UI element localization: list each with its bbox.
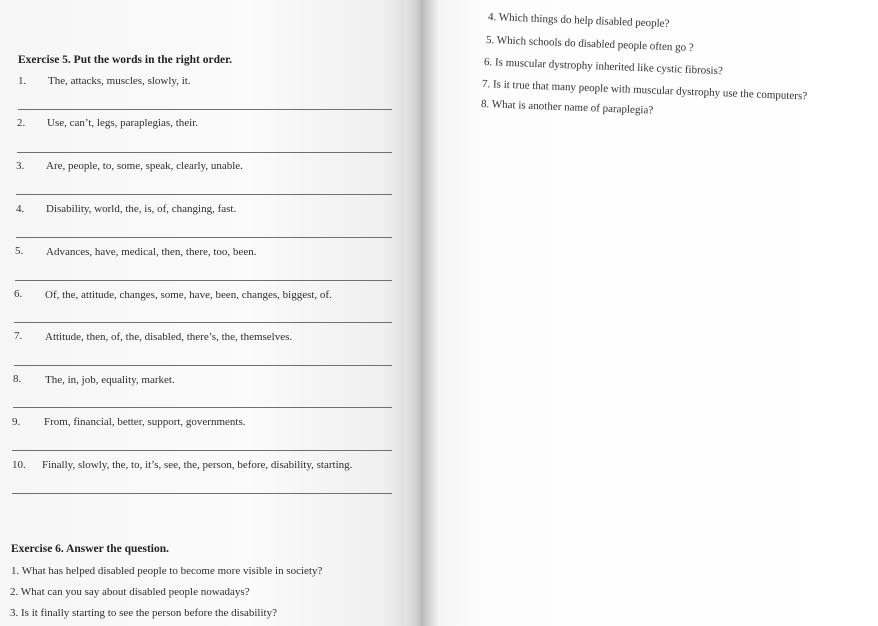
item-number: 3. <box>16 160 25 172</box>
item-words: The, in, job, equality, market. <box>45 374 175 386</box>
question-8: 8. What is another name of paraplegia? <box>480 98 654 117</box>
answer-line <box>16 237 392 238</box>
item-number: 8. <box>13 373 22 385</box>
answer-line <box>13 407 392 408</box>
item-number: 6. <box>14 288 23 300</box>
item-words: Advances, have, medical, then, there, too, been. <box>46 246 257 258</box>
item-words: Use, can’t, legs, paraplegias, their. <box>47 117 198 129</box>
question-4: 4. Which things do help disabled people? <box>487 11 670 30</box>
item-words: Disability, world, the, is, of, changing, fast. <box>46 203 237 215</box>
item-number: 4. <box>16 203 25 215</box>
question-2: 2. What can you say about disabled people nowadays? <box>10 586 250 598</box>
book-gutter <box>405 0 439 626</box>
left-page <box>0 0 415 626</box>
answer-line <box>16 194 392 195</box>
answer-line <box>12 450 392 451</box>
exercise-5-heading: Exercise 5. Put the words in the right order. <box>18 54 233 66</box>
question-6: 6. Is muscular dystrophy inherited like cystic fibrosis? <box>483 56 723 78</box>
item-words: Finally, slowly, the, to, it’s, see, the, person, before, disability, starting. <box>42 459 353 471</box>
item-words: Are, people, to, some, speak, clearly, unable. <box>46 160 243 172</box>
question-5: 5. Which schools do disabled people often go ? <box>485 34 694 54</box>
answer-line <box>12 493 392 494</box>
item-number: 5. <box>15 245 24 257</box>
item-number: 7. <box>14 330 23 342</box>
answer-line <box>14 322 392 323</box>
item-words: Of, the, attitude, changes, some, have, been, changes, biggest, of. <box>45 289 332 301</box>
answer-line <box>18 109 392 110</box>
question-3: 3. Is it finally starting to see the person before the disability? <box>10 607 277 619</box>
question-7: 7. Is it true that many people with muscular dystrophy use the computers? <box>481 78 808 103</box>
answer-line <box>14 365 392 366</box>
item-number: 1. <box>18 75 27 87</box>
item-number: 2. <box>17 117 26 129</box>
item-number: 10. <box>12 459 26 471</box>
question-1: 1. What has helped disabled people to become more visible in society? <box>11 565 323 577</box>
answer-line <box>15 280 392 281</box>
answer-line <box>17 152 392 153</box>
item-words: Attitude, then, of, the, disabled, there’s, the, themselves. <box>45 331 293 343</box>
exercise-6-heading: Exercise 6. Answer the question. <box>11 543 170 555</box>
item-number: 9. <box>12 416 21 428</box>
item-words: The, attacks, muscles, slowly, it. <box>48 75 191 87</box>
item-words: From, financial, better, support, governments. <box>44 416 246 428</box>
